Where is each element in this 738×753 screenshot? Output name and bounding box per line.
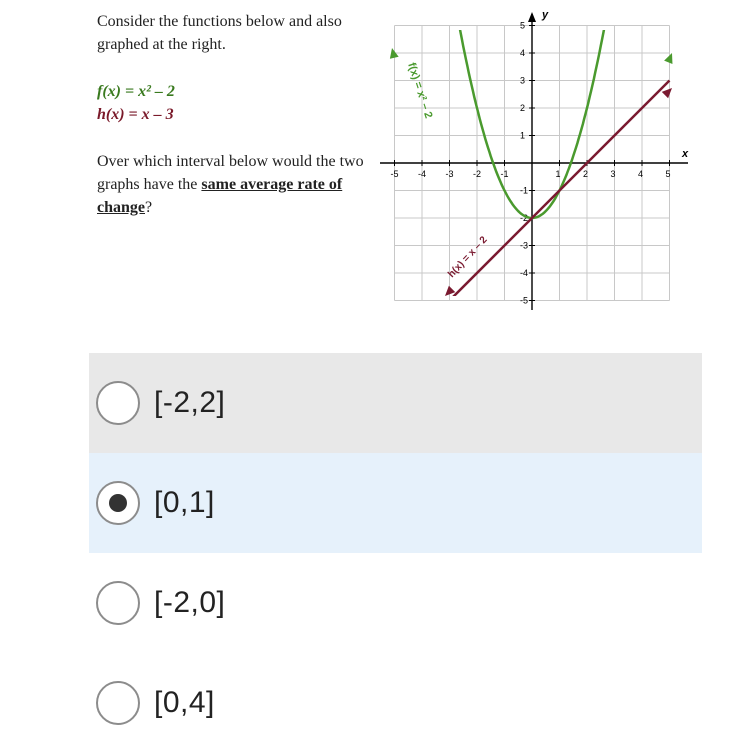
prompt-before: Over which interval below would the two graphs have the (97, 153, 364, 193)
x-axis-label: x (682, 148, 689, 160)
curve-f-label: f(x) = x² – 2 (405, 61, 435, 120)
function-f-definition: f(x) = x² – 2 (97, 83, 175, 100)
prompt-emphasis: same average rate of change (97, 176, 343, 216)
y-tick-label: 3 (520, 75, 526, 86)
x-tick-label: 3 (610, 169, 616, 179)
x-tick-label: -2 (473, 169, 482, 179)
radio-button[interactable] (96, 681, 140, 725)
choice-label: [0,1] (154, 486, 215, 519)
choice-option-4[interactable] (89, 653, 702, 753)
choice-label: [0,4] (154, 686, 215, 719)
function-h-definition: h(x) = x – 3 (97, 106, 174, 123)
x-tick-label: 4 (638, 169, 644, 179)
question-text (97, 10, 367, 219)
y-tick-label: -3 (520, 240, 529, 251)
x-tick-label: 2 (583, 169, 589, 179)
choice-label: [-2,2] (154, 386, 226, 419)
question-intro: Consider the functions below and also graphed at the right. (97, 13, 342, 53)
y-tick-label: 5 (520, 20, 526, 31)
radio-button[interactable] (96, 381, 140, 425)
x-tick-label: 1 (555, 169, 561, 179)
choice-label: [-2,0] (154, 586, 226, 619)
prompt-after: ? (145, 199, 153, 216)
line-h-label: h(x) = x – 2 (446, 234, 490, 281)
y-tick-label: -2 (520, 213, 529, 223)
y-tick-label: 1 (520, 130, 526, 141)
y-axis-label: y (542, 9, 549, 21)
function-graph (376, 6, 696, 316)
choice-option-3[interactable] (89, 553, 702, 653)
x-tick-label: -3 (445, 169, 454, 179)
y-tick-label: 4 (520, 48, 526, 58)
curve-f-arrow-right (664, 53, 672, 64)
x-tick-label: -5 (390, 169, 399, 179)
radio-button[interactable] (96, 481, 140, 525)
curve-f (433, 6, 667, 218)
question-prompt (97, 150, 367, 219)
x-tick-label: -4 (418, 169, 427, 179)
choice-option-1[interactable] (89, 353, 702, 453)
line-h-arrow-up (662, 88, 672, 98)
y-tick-label: 2 (520, 103, 526, 113)
y-tick-label: -1 (520, 185, 529, 196)
line-h-arrow-down (445, 286, 455, 296)
radio-button[interactable] (96, 581, 140, 625)
y-tick-label: -5 (520, 295, 529, 306)
x-tick-label: -1 (500, 169, 509, 179)
choice-option-2[interactable] (89, 453, 702, 553)
x-tick-label: 5 (665, 169, 671, 179)
y-axis-arrow (528, 12, 536, 22)
y-tick-label: -4 (520, 268, 529, 278)
x-tick-labels (391, 169, 671, 179)
